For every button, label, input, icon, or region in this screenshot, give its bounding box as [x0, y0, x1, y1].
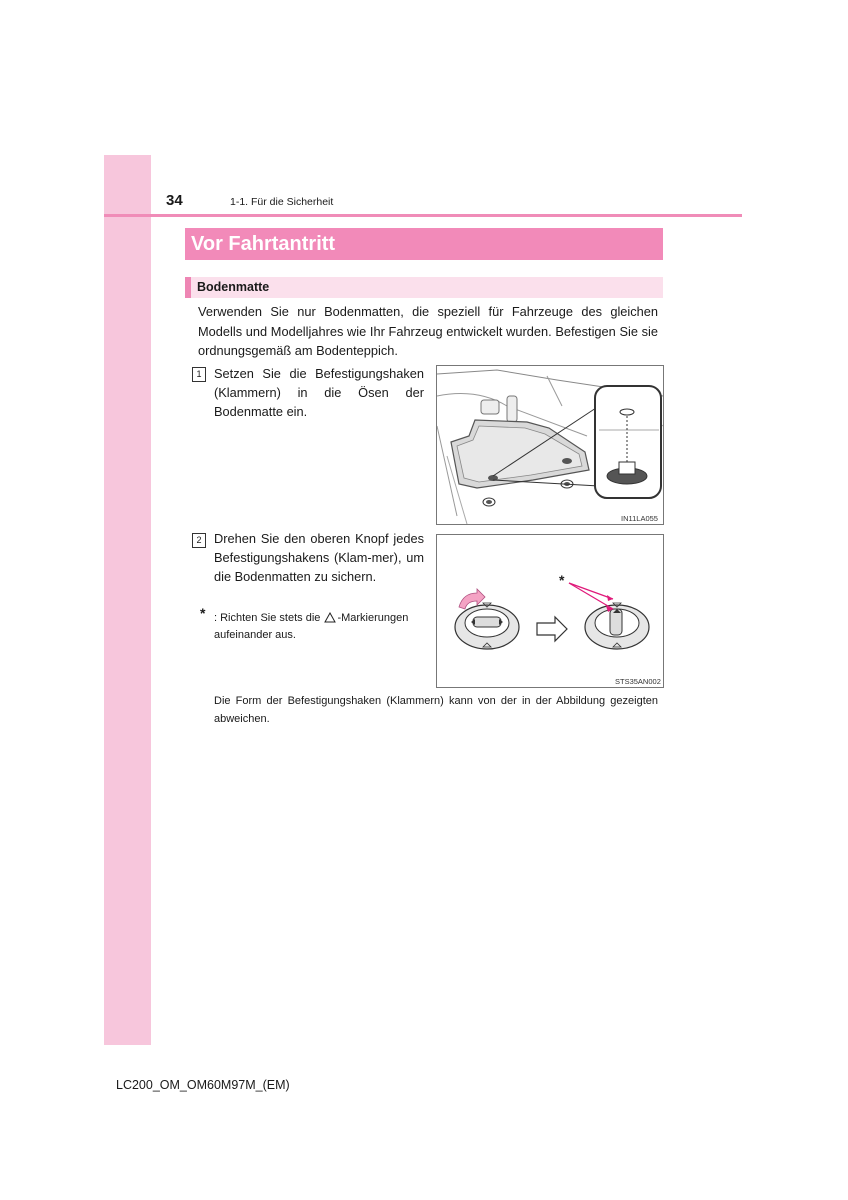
side-band	[104, 155, 151, 1045]
header-rule	[104, 214, 742, 217]
step-text-2: Drehen Sie den oberen Knopf jedes Befestigungshakens (Klam-mer), um die Bodenmatten zu sichern.	[214, 531, 424, 585]
step-number-1: 1	[192, 367, 206, 382]
subheading-label: Bodenmatte	[197, 280, 270, 294]
figure-asterisk: *	[559, 572, 565, 588]
breadcrumb: 1-1. Für die Sicherheit	[230, 196, 334, 208]
figure-floor-mat	[436, 365, 664, 525]
figure-hook-rotation	[436, 534, 664, 688]
document-code: LC200_OM_OM60M97M_(EM)	[116, 1078, 290, 1092]
note-text	[214, 610, 426, 644]
hook-rotation-illustration	[437, 535, 663, 687]
note-text-end: -Markierungen aufeinander aus.	[214, 612, 409, 641]
footnote: Die Form der Befestigungshaken (Klammern) kann von der in der Abbildung gezeigten abweichen.	[214, 695, 658, 725]
step-number-2: 2	[192, 533, 206, 548]
note-text-start: : Richten Sie stets die	[214, 612, 321, 624]
figure-code-1: IN11LA055	[621, 514, 658, 523]
subheading-marker	[185, 277, 191, 298]
floor-mat-illustration	[437, 366, 663, 524]
triangle-mark-icon	[324, 612, 336, 623]
intro-paragraph: Verwenden Sie nur Bodenmatten, die speziell für Fahrzeuge des gleichen Modells und Modelljahres wie Ihr Fahrzeug entwickelt wurden. Befestigen Sie sie ordnungsgemäß am Bodenteppich.	[198, 304, 658, 358]
page-number: 34	[166, 192, 183, 209]
note-asterisk: *	[200, 605, 206, 621]
section-title: Vor Fahrtantritt	[185, 228, 663, 260]
subheading-bar	[185, 277, 663, 298]
figure-code-2: STS35AN002	[615, 677, 661, 686]
step-text-1: Setzen Sie die Befestigungshaken (Klammern) in die Ösen der Bodenmatte ein.	[214, 366, 424, 420]
